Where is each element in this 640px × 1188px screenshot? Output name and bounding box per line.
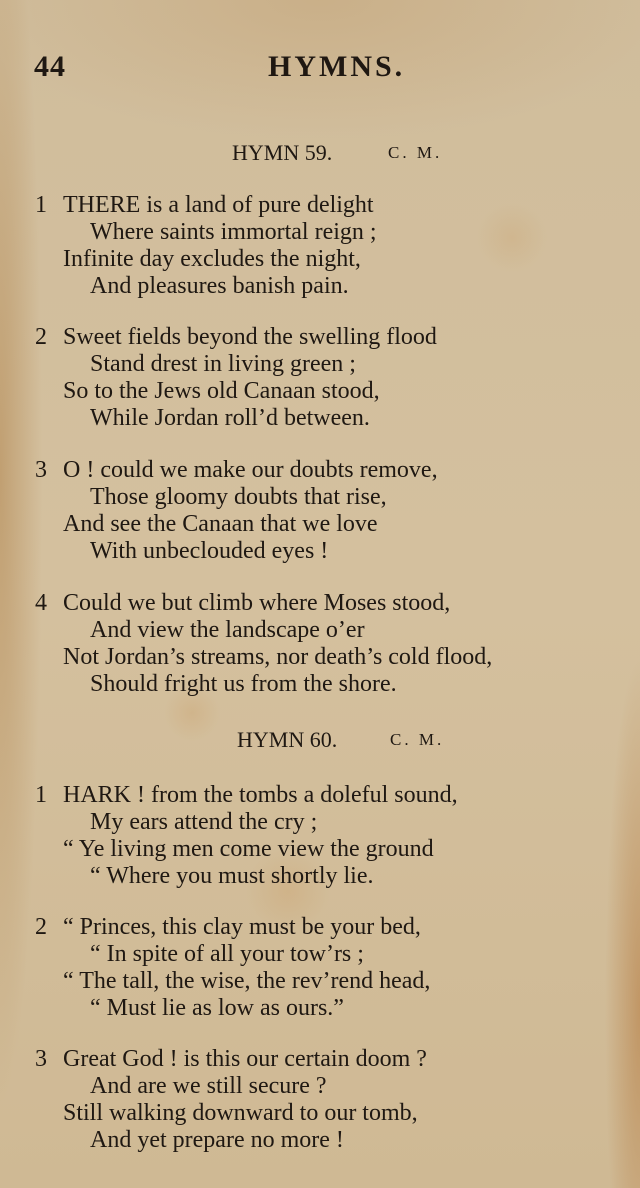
verse-line: While Jordan roll’d between. xyxy=(90,405,370,431)
verse-number: 1 xyxy=(35,192,47,218)
verse-line: Still walking downward to our tomb, xyxy=(63,1100,418,1126)
verse-line: “ Must lie as low as ours.” xyxy=(90,995,344,1021)
verse-line: Should fright us from the shore. xyxy=(90,671,397,697)
verse-line: “ Ye living men come view the ground xyxy=(63,836,434,862)
verse-line: THERE is a land of pure delight xyxy=(63,192,374,218)
page-header xyxy=(0,50,640,90)
page-number: 44 xyxy=(34,50,66,83)
verse-line: O ! could we make our doubts remove, xyxy=(63,457,438,483)
verse-line: “ Where you must shortly lie. xyxy=(90,863,374,889)
hymn-number: HYMN 59. xyxy=(232,140,333,165)
verse-line: And are we still secure ? xyxy=(90,1073,327,1099)
running-title: HYMNS. xyxy=(268,50,406,83)
verse-line: Infinite day excludes the night, xyxy=(63,246,361,272)
verse-line: Those gloomy doubts that rise, xyxy=(90,484,387,510)
hymn-meter: C. M. xyxy=(390,730,445,749)
verse-line: Not Jordan’s streams, nor death’s cold flood, xyxy=(63,644,493,670)
verse-number: 3 xyxy=(35,1046,47,1072)
verse-line: “ In spite of all your tow’rs ; xyxy=(90,941,364,967)
verse-number: 2 xyxy=(35,914,47,940)
verse-line: My ears attend the cry ; xyxy=(90,809,318,835)
verse-line: And view the landscape o’er xyxy=(90,617,365,643)
verse-number: 1 xyxy=(35,782,47,808)
verse-number: 3 xyxy=(35,457,47,483)
verse-number: 4 xyxy=(35,590,47,616)
verse-line: And yet prepare no more ! xyxy=(90,1127,344,1153)
verse-line: Great God ! is this our certain doom ? xyxy=(63,1046,427,1072)
verse-line: So to the Jews old Canaan stood, xyxy=(63,378,380,404)
verse-line: “ Princes, this clay must be your bed, xyxy=(63,914,421,940)
verse-line: Where saints immortal reign ; xyxy=(90,219,377,245)
verse-line: With unbeclouded eyes ! xyxy=(90,538,329,564)
verse-line: Stand drest in living green ; xyxy=(90,351,356,377)
verse-number: 2 xyxy=(35,324,47,350)
hymn-meter: C. M. xyxy=(388,143,443,162)
verse-line: HARK ! from the tombs a doleful sound, xyxy=(63,782,458,808)
verse-line: Sweet fields beyond the swelling flood xyxy=(63,324,437,350)
verse-line: “ The tall, the wise, the rev’rend head, xyxy=(63,968,431,994)
verse-line: And see the Canaan that we love xyxy=(63,511,378,537)
verse-line: Could we but climb where Moses stood, xyxy=(63,590,451,616)
hymn-number: HYMN 60. xyxy=(237,727,338,752)
verse-line: And pleasures banish pain. xyxy=(90,273,349,299)
